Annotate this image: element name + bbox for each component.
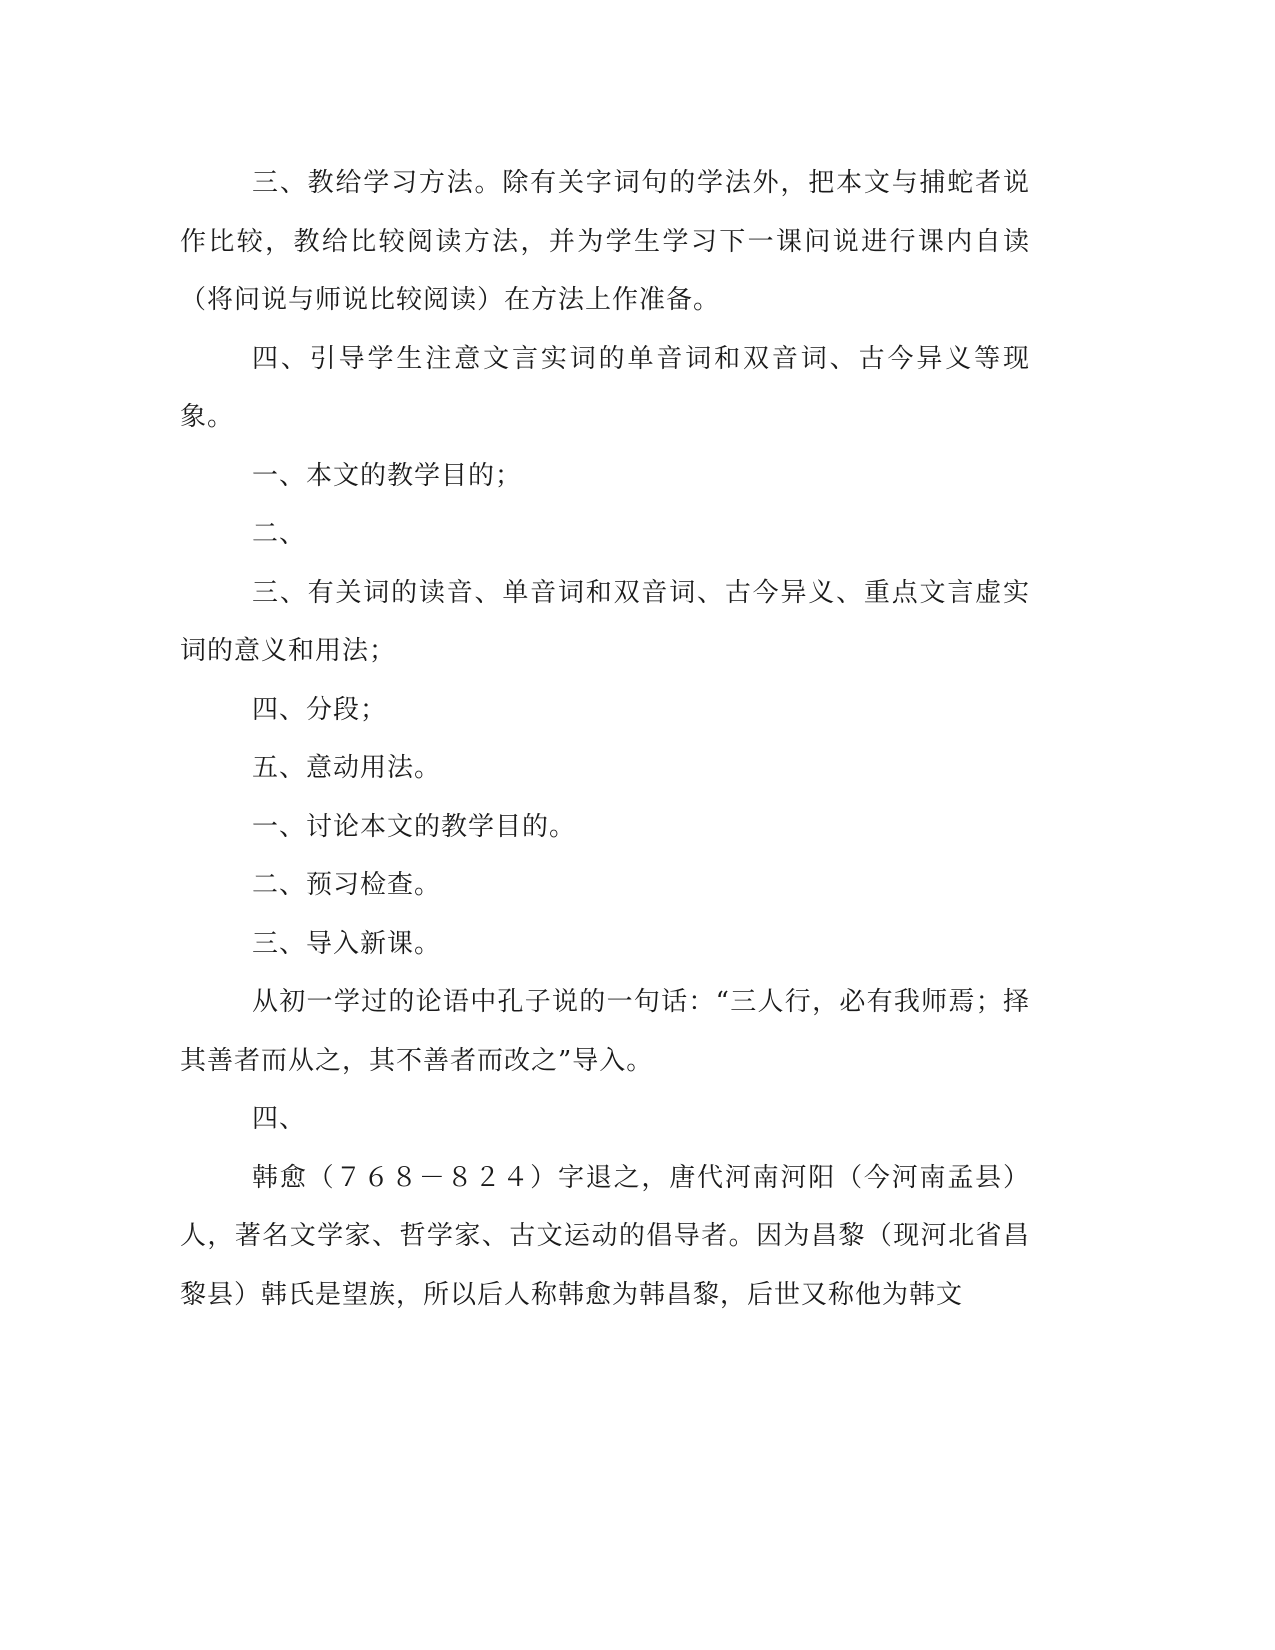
paragraph-word-usage: 三、有关词的读音、单音词和双音词、古今异义、重点文言虚实词的意义和用法；	[180, 577, 1030, 666]
document-body	[180, 154, 1030, 1324]
paragraph-guide-students: 四、引导学生注意文言实词的单音词和双音词、古今异义等现象。	[180, 343, 1030, 432]
paragraph-segmentation: 四、分段；	[252, 694, 388, 725]
paragraph-teaching-method: 三、教给学习方法。除有关字词句的学法外，把本文与捕蛇者说作比较，教给比较阅读方法，并为学生学习下一课问说进行课内自读（将问说与师说比较阅读）在方法上作准备。	[180, 168, 1030, 315]
paragraph-discuss-goal: 一、讨论本文的教学目的。	[252, 811, 577, 842]
paragraph-confucius-quote: 从初一学过的论语中孔子说的一句话：“三人行，必有我师焉；择其善者而从之，其不善者而改之”导入。	[180, 987, 1030, 1076]
paragraph-introduce-lesson: 三、导入新课。	[252, 928, 442, 959]
paragraph-item-two: 二、	[252, 519, 307, 549]
paragraph-item-four: 四、	[252, 1104, 307, 1134]
paragraph-teaching-goal: 一、本文的教学目的；	[252, 460, 523, 491]
paragraph-preview-check: 二、预习检查。	[252, 870, 442, 900]
paragraph-han-yu-bio: 韩愈（７６８－８２４）字退之，唐代河南河阳（今河南孟县）人，著名文学家、哲学家、古文运动的倡导者。因为昌黎（现河北省昌黎县）韩氏是望族，所以后人称韩愈为韩昌黎，后世又称他为韩文	[180, 1162, 1030, 1310]
paragraph-causative-usage: 五、意动用法。	[252, 753, 442, 783]
